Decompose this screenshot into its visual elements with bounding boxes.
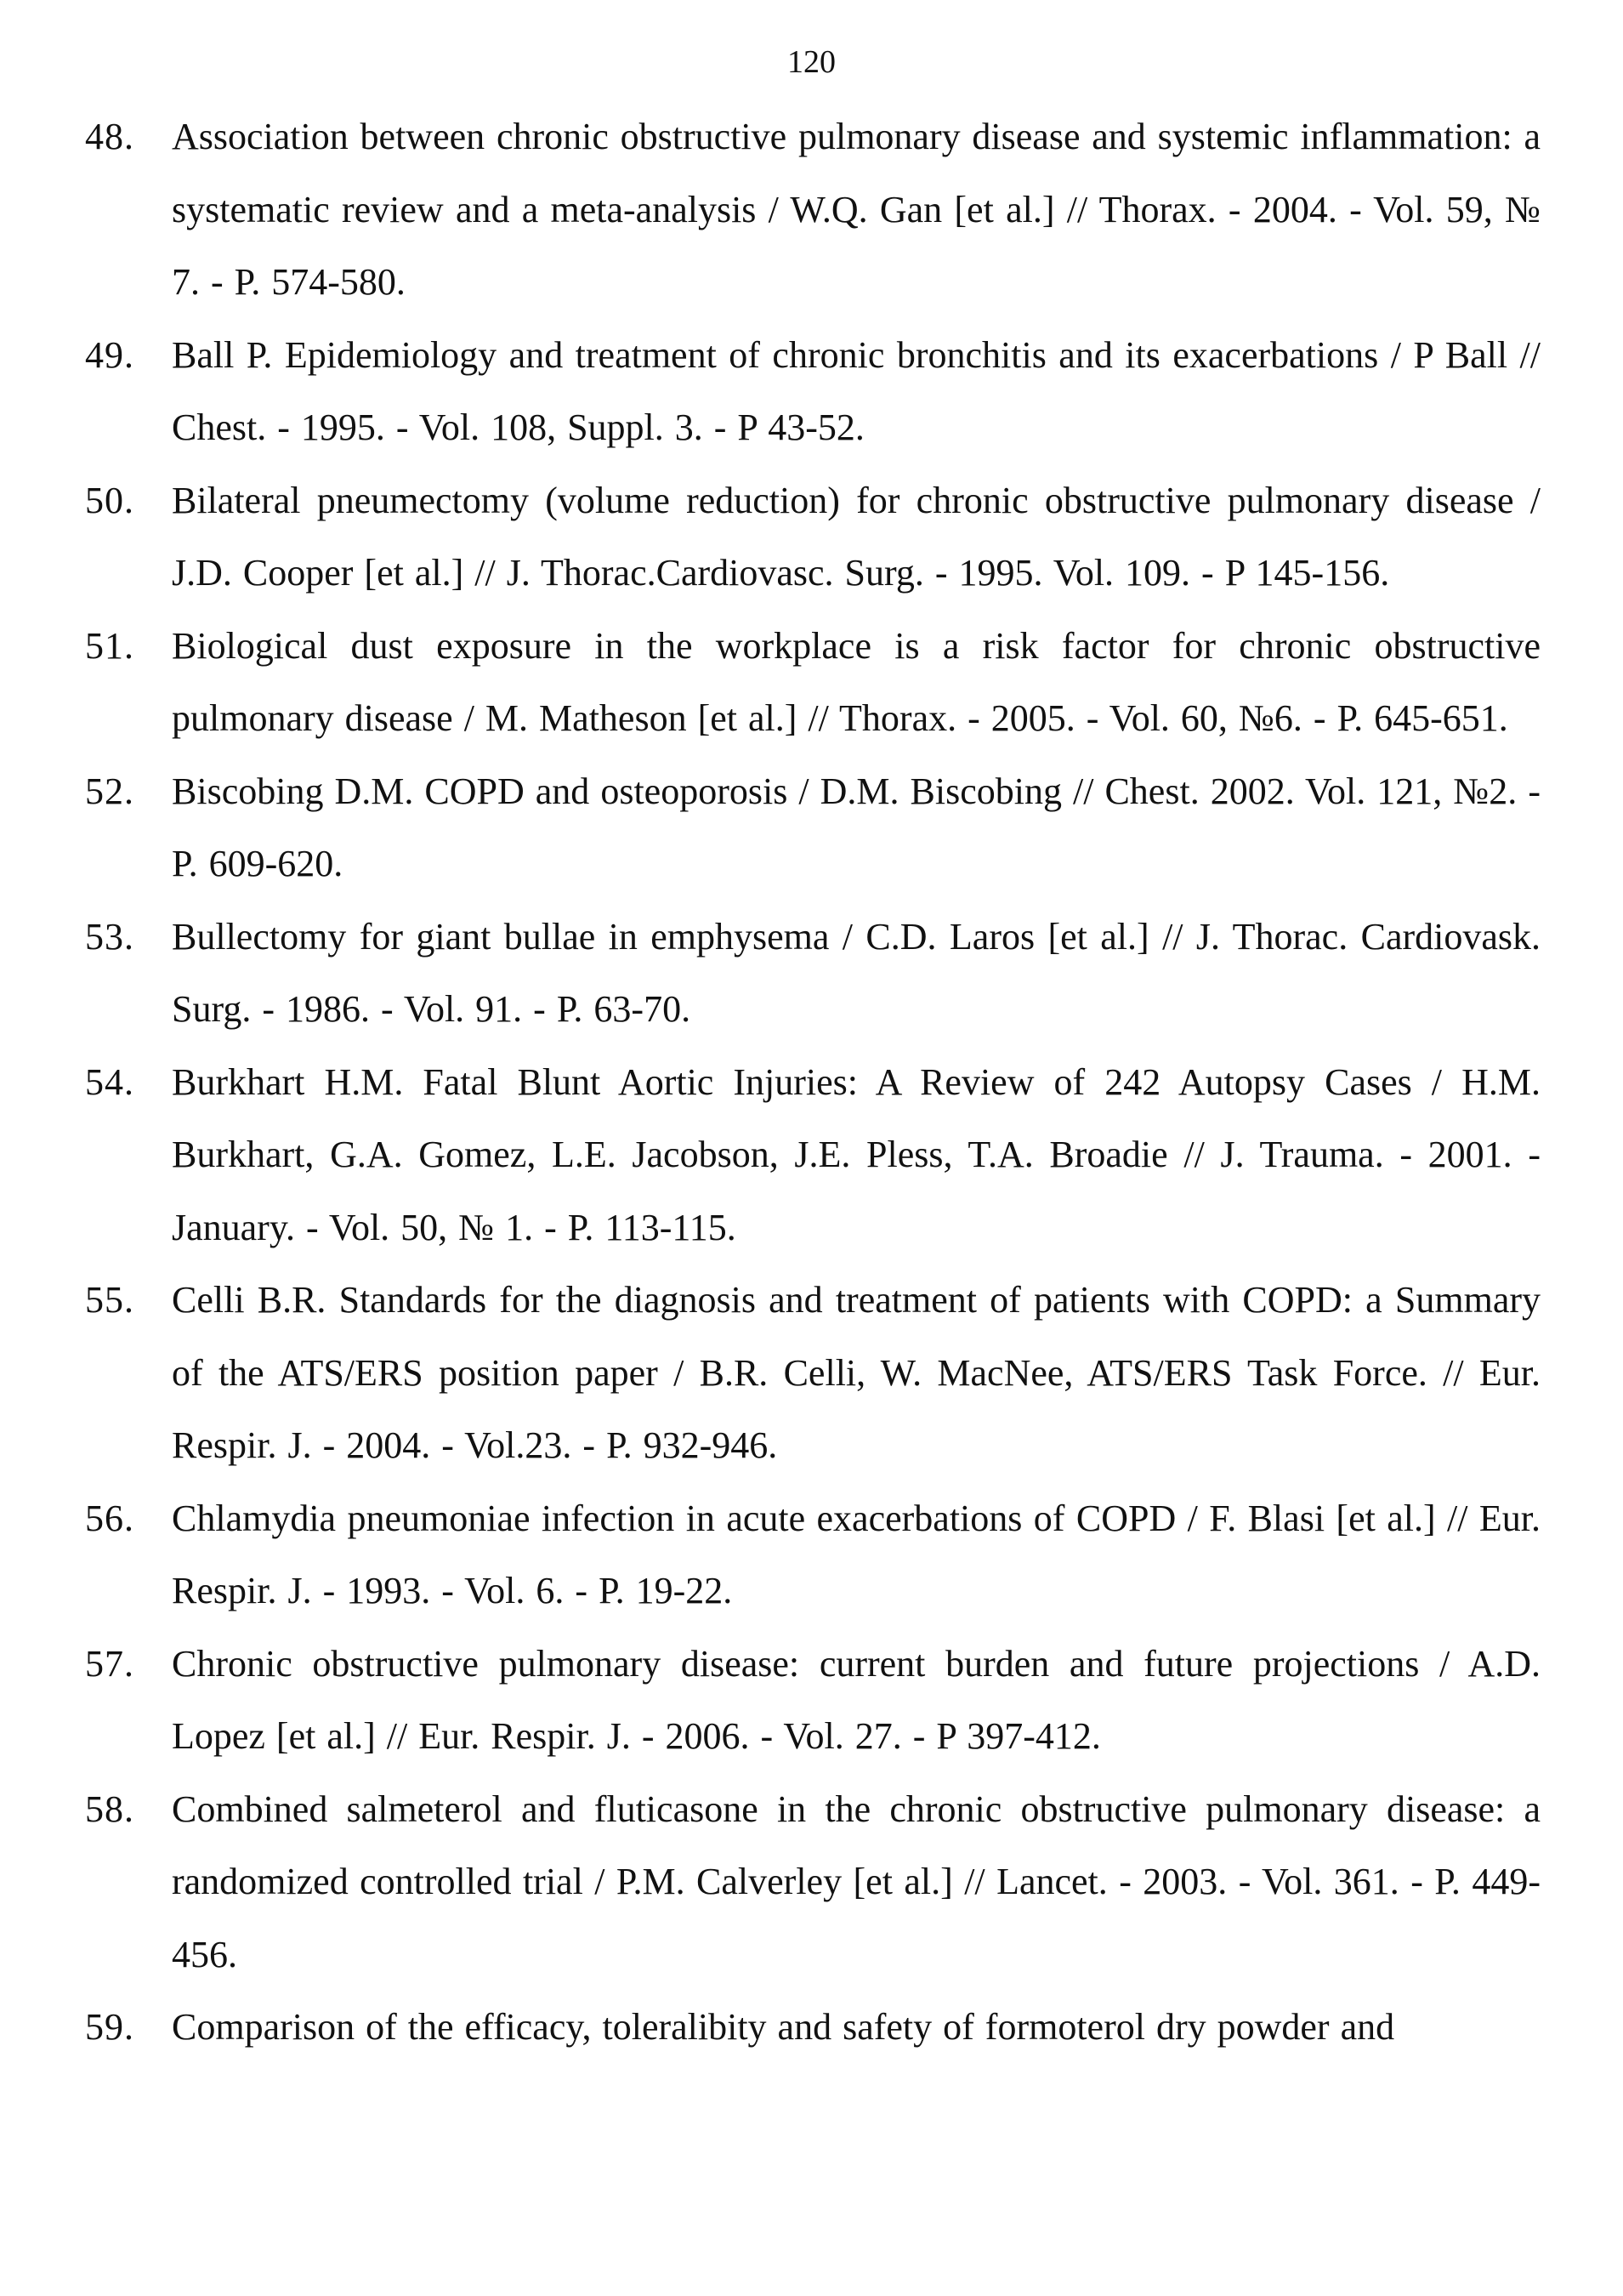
reference-text: Chlamydia pneumoniae infection in acute exacerbations of COPD / F. Blasi [et al.] // Eur. Respir. J. - 1993. - Vol. 6. - P. 19-22. xyxy=(172,1497,1541,1611)
reference-list xyxy=(85,100,1541,2064)
reference-number: 52. xyxy=(85,770,134,812)
reference-number: 53. xyxy=(85,915,134,958)
reference-item xyxy=(85,1628,1541,1773)
reference-item xyxy=(85,1482,1541,1628)
reference-text: Comparison of the efficacy, toleralibity and safety of formoterol dry powder and xyxy=(172,2006,1395,2048)
reference-number: 56. xyxy=(85,1497,134,1539)
reference-number: 57. xyxy=(85,1642,134,1685)
reference-number: 51. xyxy=(85,624,134,667)
reference-text: Celli B.R. Standards for the diagnosis and treatment of patients with COPD: a Summary of the ATS/ERS position paper / B.R. Celli, W. MacNee, ATS/ERS Task Force. // Eur. Respir. J. - 2004. - Vol.23. - P. 932-946. xyxy=(172,1279,1541,1466)
reference-text: Combined salmeterol and fluticasone in the chronic obstructive pulmonary disease: a randomized controlled trial / P.M. Calverley [et al.] // Lancet. - 2003. - Vol. 361. - P. 449-456. xyxy=(172,1787,1541,1975)
reference-text: Association between chronic obstructive pulmonary disease and systemic inflammation: a systematic review and a meta-analysis / W.Q. Gan [et al.] // Thorax. - 2004. - Vol. 59, № 7. - P. 574-580. xyxy=(172,116,1541,303)
reference-number: 48. xyxy=(85,116,134,157)
reference-number: 49. xyxy=(85,333,134,376)
reference-text: Ball P. Epidemiology and treatment of chronic bronchitis and its exacerbations / P Ball // Chest. - 1995. - Vol. 108, Suppl. 3. - P 43-52. xyxy=(172,333,1541,448)
reference-item xyxy=(85,610,1541,755)
reference-number: 59. xyxy=(85,2006,134,2048)
reference-item xyxy=(85,901,1541,1046)
reference-item xyxy=(85,1264,1541,1482)
reference-text: Biscobing D.M. COPD and osteoporosis / D.M. Biscobing // Chest. 2002. Vol. 121, №2. - P. 609-620. xyxy=(172,770,1541,884)
reference-text: Burkhart H.M. Fatal Blunt Aortic Injuries: A Review of 242 Autopsy Cases / H.M. Burkhart, G.A. Gomez, L.E. Jacobson, J.E. Pless, T.A. Broadie // J. Trauma. - 2001. - January. - Vol. 50, № 1. - P. 113-115. xyxy=(172,1060,1541,1248)
reference-item xyxy=(85,1046,1541,1265)
reference-text: Bilateral pneumectomy (volume reduction) for chronic obstructive pulmonary disease / J.D. Cooper [et al.] // J. Thorac.Cardiovasc. Surg. - 1995. Vol. 109. - P 145-156. xyxy=(172,479,1541,594)
reference-item xyxy=(85,100,1541,319)
reference-text: Biological dust exposure in the workplace is a risk factor for chronic obstructive pulmonary disease / M. Matheson [et al.] // Thorax. - 2005. - Vol. 60, №6. - P. 645-651. xyxy=(172,624,1541,739)
reference-number: 50. xyxy=(85,479,134,521)
reference-item xyxy=(85,1773,1541,1992)
reference-text: Chronic obstructive pulmonary disease: current burden and future projections / A.D. Lopez [et al.] // Eur. Respir. J. - 2006. - Vol. 27. - P 397-412. xyxy=(172,1642,1541,1757)
page-number: 120 xyxy=(787,44,836,80)
reference-item xyxy=(85,755,1541,901)
reference-item xyxy=(85,1991,1541,2064)
reference-text: Bullectomy for giant bullae in emphysema / C.D. Laros [et al.] // J. Thorac. Cardiovask. Surg. - 1986. - Vol. 91. - P. 63-70. xyxy=(172,915,1541,1030)
reference-number: 54. xyxy=(85,1060,134,1103)
reference-number: 58. xyxy=(85,1787,134,1830)
reference-item xyxy=(85,464,1541,610)
reference-number: 55. xyxy=(85,1279,134,1321)
reference-item xyxy=(85,319,1541,464)
